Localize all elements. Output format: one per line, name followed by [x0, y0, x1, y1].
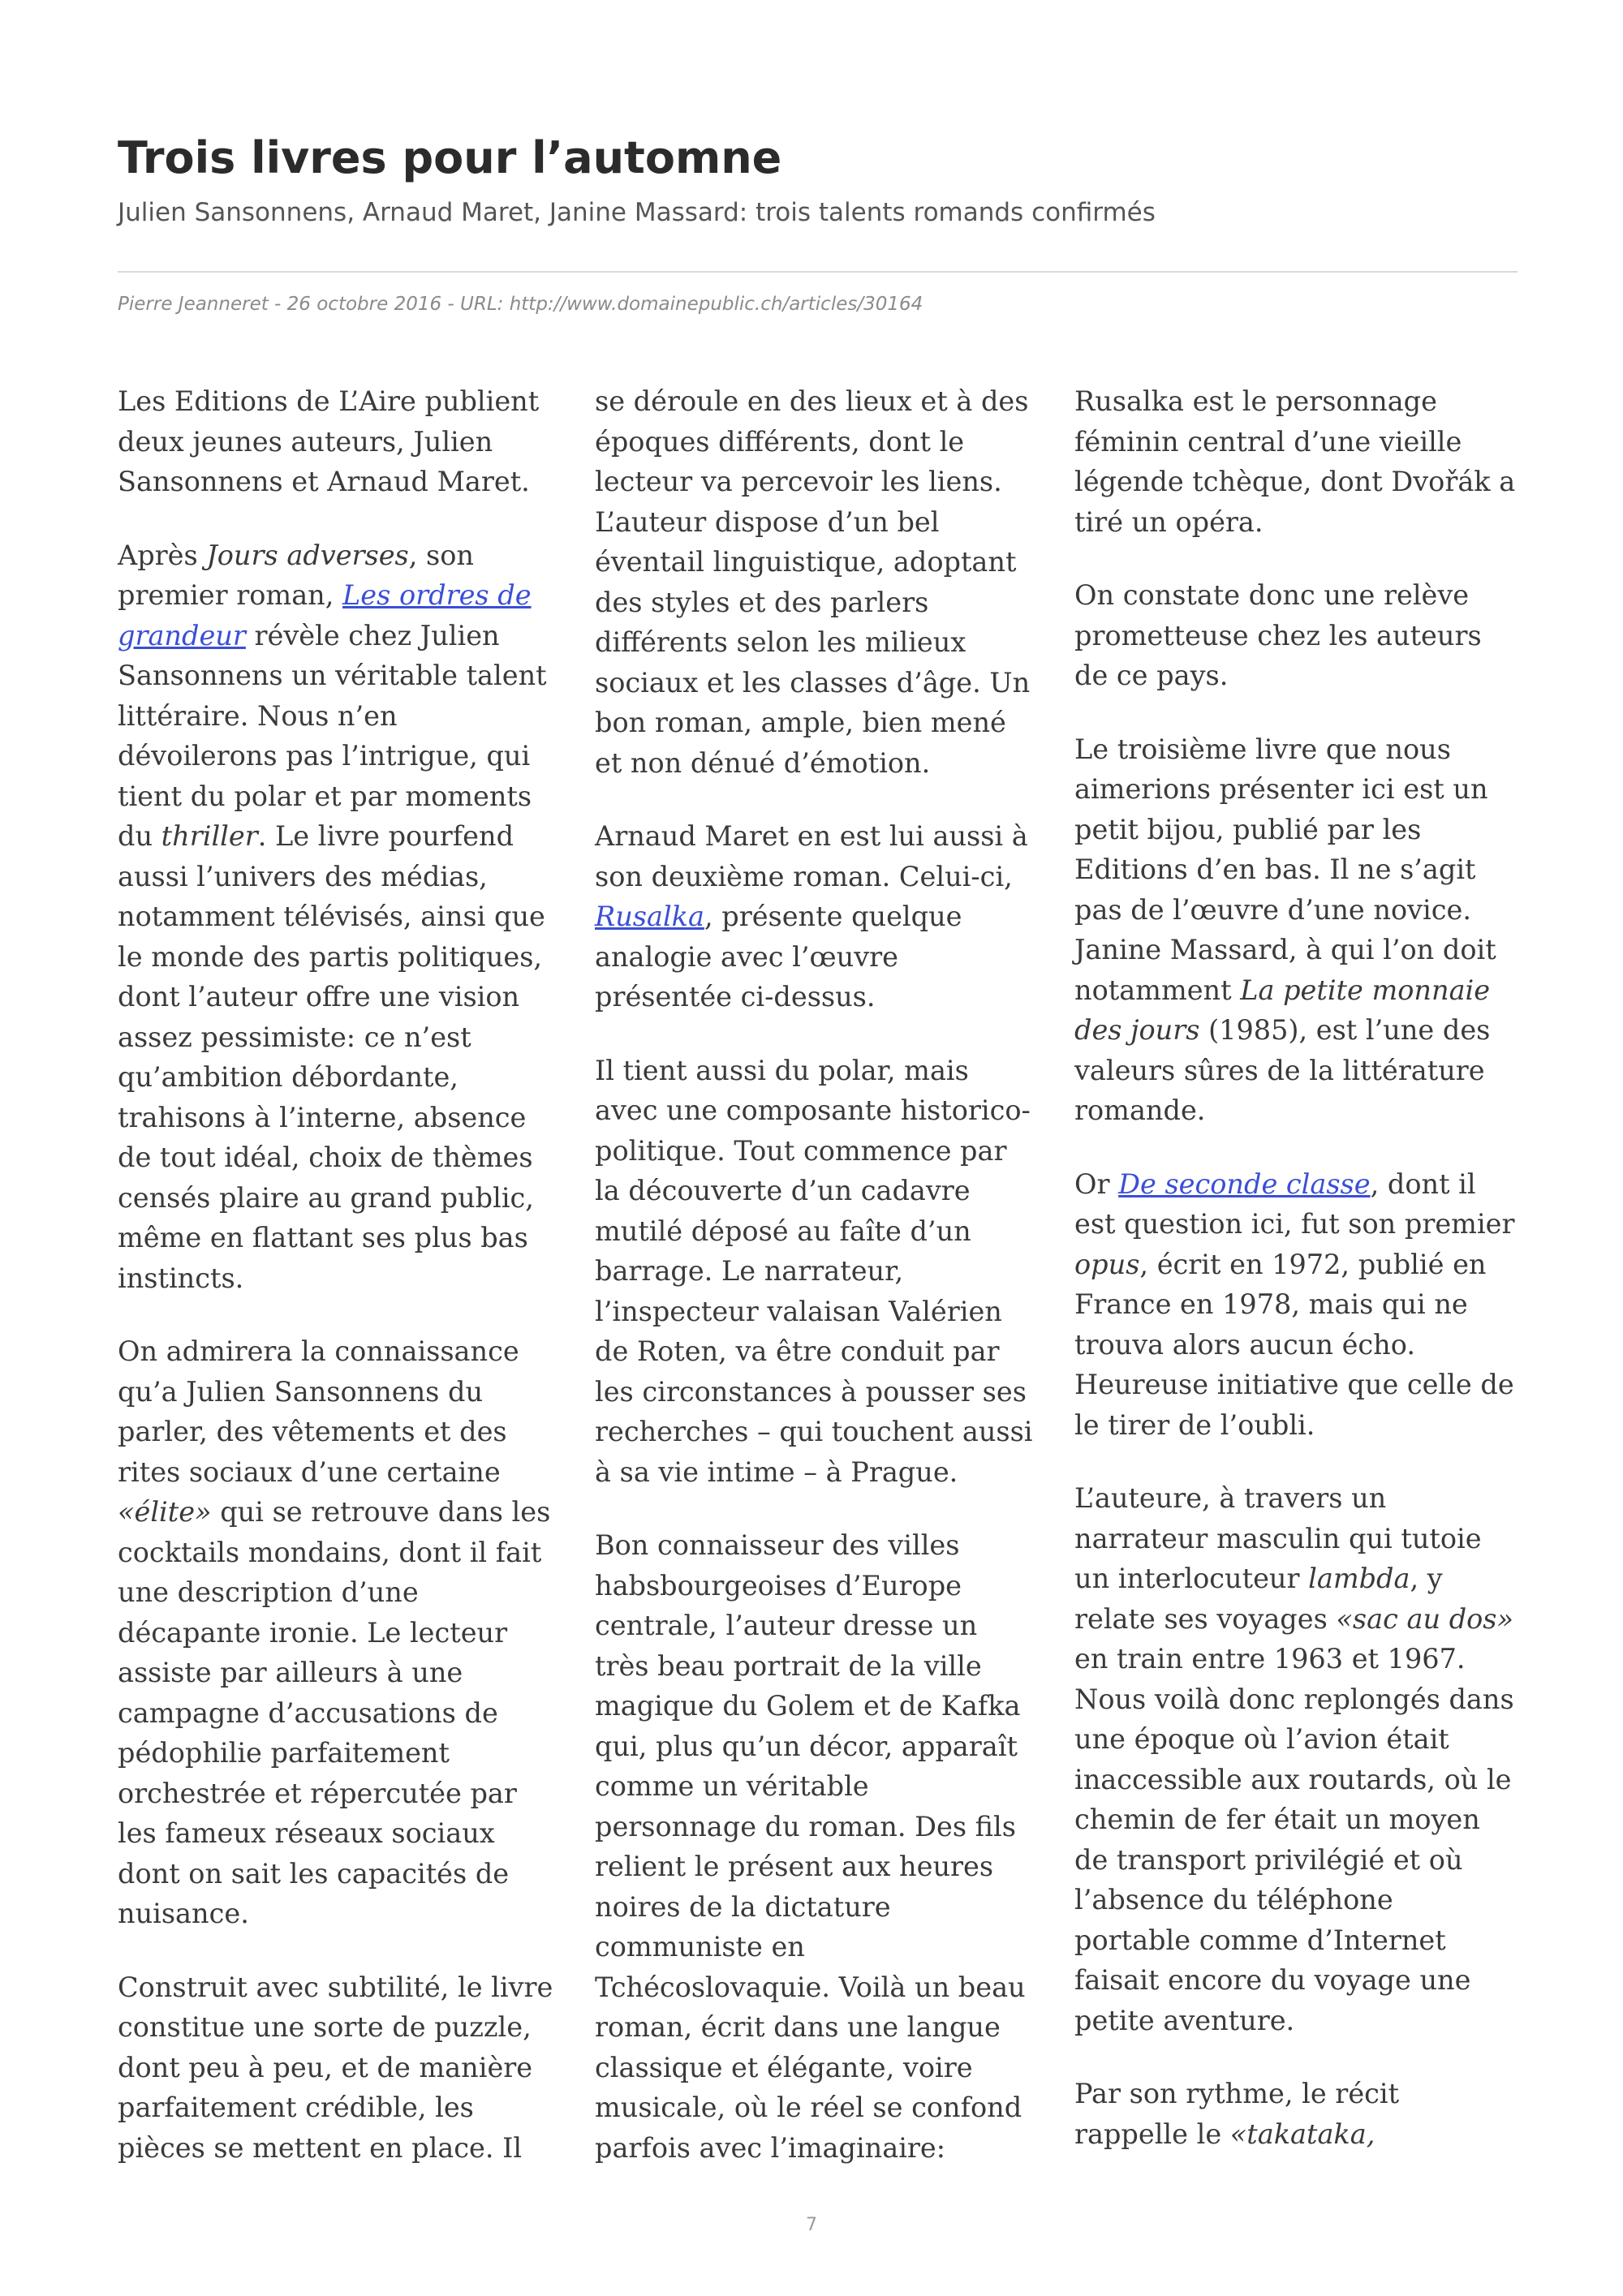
text: Par son rythme, le récit rappelle le: [1074, 2078, 1400, 2150]
emphasis: opus: [1074, 1248, 1140, 1280]
paragraph: [1074, 2074, 1517, 2154]
text: qui se retrouve dans les cocktails mondains, dont il fait une description d’une décapante ironie. Le lecteur assiste par ailleurs à une campagne d’accusations de pédophilie parfaitement orchestrée et répercutée par les fameux réseaux sociaux dont on sait les capacités de nuisance.: [118, 1496, 551, 1929]
text: Arnaud Maret en est lui aussi à son deuxième roman. Celui-ci,: [595, 820, 1028, 892]
book-link-rusalka[interactable]: Rusalka: [595, 901, 704, 932]
article-subtitle: Julien Sansonnens, Arnaud Maret, Janine Massard: trois talents romands confirmés: [118, 198, 1156, 227]
paragraph: Rusalka est le personnage féminin central d’une vieille légende tchèque, dont Dvořák a tiré un opéra.: [1074, 385, 1516, 538]
paragraph: Construit avec subtilité, le livre constitue une sorte de puzzle, dont peu à peu, et de manière parfaitement crédible, les pièces se mettent en place. Il: [118, 1971, 553, 2164]
header-divider: [118, 271, 1518, 273]
book-title-emphasis: Jours adverses: [206, 539, 409, 571]
text: en train entre 1963 et 1967. Nous voilà donc replongés dans une époque où l’avion était inaccessible aux routards, où le chemin de fer était un moyen de transport privilégié et où l’absence du téléphone portable comme d’Internet faisait encore du voyage une petite aventure.: [1074, 1643, 1514, 2036]
text: , écrit en 1972, publié en France en 1978, mais qui ne trouva alors aucun écho. Heureuse initiative que celle de le tirer de l’oubli.: [1074, 1248, 1514, 1441]
article-header: [118, 130, 1518, 229]
text: , son premier roman,: [118, 539, 474, 611]
book-title-emphasis: La petite monnaie des jours: [1074, 974, 1491, 1046]
paragraph: Bon connaisseur des villes habsbourgeoises d’Europe centrale, l’auteur dresse un très beau portrait de la ville magique du Golem et de Kafka qui, plus qu’un décor, apparaît comme un véritable personnage du roman. Des fils relient le présent aux heures noires de la dictature communiste en Tchécoslovaquie. Voilà un beau roman, écrit dans une langue classique et élégante, voire musicale, où le réel se confond parfois avec l’imaginaire:: [595, 1529, 1026, 2164]
emphasis: thriller: [161, 820, 258, 852]
article-title: Trois livres pour l’automne: [118, 132, 782, 183]
paragraph: se déroule en des lieux et à des époques différents, dont le lecteur va percevoir les liens. L’auteur dispose d’un bel éventail linguistique, adoptant des styles et des parlers différents selon les milieux sociaux et les classes d’âge. Un bon roman, ample, bien mené et non dénué d’émotion.: [595, 385, 1031, 779]
paragraph: On constate donc une relève prometteuse chez les auteurs de ce pays.: [1074, 579, 1482, 691]
column-1: [118, 381, 560, 2201]
text: On admirera la connaissance qu’a Julien Sansonnens du parler, des vêtements et des rites sociaux d’une certaine: [118, 1335, 519, 1488]
emphasis: «élite»: [118, 1496, 212, 1528]
book-link-de-seconde-classe[interactable]: De seconde classe: [1118, 1167, 1371, 1200]
book-link-les-ordres-de-grandeur[interactable]: Les ordres de grandeur: [118, 579, 532, 651]
text: (1985), est l’une des valeurs sûres de la littérature romande.: [1074, 1014, 1491, 1126]
emphasis: lambda: [1308, 1563, 1410, 1594]
paragraph: [118, 535, 560, 1299]
column-2: [595, 381, 1037, 2201]
text: Après: [118, 539, 207, 571]
text: L’auteure, à travers un narrateur masculin qui tutoie un interlocuteur: [1074, 1482, 1482, 1594]
paragraph: [595, 816, 1037, 1017]
text: , dont il est question ici, fut son premier: [1074, 1167, 1515, 1240]
article-meta: Pierre Jeanneret - 26 octobre 2016 - URL: http://www.domainepublic.ch/articles/30164: [118, 294, 923, 315]
paragraph: Les Editions de L’Aire publient deux jeunes auteurs, Julien Sansonnens et Arnaud Maret.: [118, 385, 540, 497]
paragraph: [1074, 729, 1517, 1131]
paragraph: [118, 1331, 560, 1934]
text: , présente quelque analogie avec l’œuvre présentée ci-dessus.: [595, 901, 962, 1013]
page-number: 7: [806, 2215, 817, 2235]
text: révèle chez Julien Sansonnens un véritable talent littéraire. Nous n’en dévoilerons pas l’intrigue, qui tient du polar et par moments du: [118, 619, 547, 852]
text: Or: [1074, 1167, 1119, 1200]
paragraph: [1074, 1478, 1517, 2040]
emphasis: «takataka,: [1229, 2118, 1375, 2150]
paragraph: Il tient aussi du polar, mais avec une composante historico-politique. Tout commence par la découverte d’un cadavre mutilé déposé au faîte d’un barrage. Le narrateur, l’inspecteur valaisan Valérien de Roten, va être conduit par les circonstances à pousser ses recherches – qui touchent aussi à sa vie intime – à Prague.: [595, 1054, 1033, 1488]
text: Le troisième livre que nous aimerions présenter ici est un petit bijou, publié par les Editions d’en bas. Il ne s’agit pas de l’œuvre d’une novice. Janine Massard, à qui l’on doit notamment: [1074, 733, 1496, 1006]
paragraph: [1074, 1164, 1517, 1446]
column-3: [1074, 381, 1517, 2187]
text: , y relate ses voyages: [1074, 1563, 1443, 1635]
text: . Le livre pourfend aussi l’univers des médias, notamment télévisés, ainsi que le monde des partis politiques, dont l’auteur offre une vision assez pessimiste: ce n’est qu’ambition débordante, trahisons à l’interne, absence de tout idéal, choix de thèmes censés plaire au grand public, même en flattant ses plus bas instincts.: [118, 820, 545, 1294]
emphasis: «sac au dos»: [1336, 1602, 1513, 1635]
